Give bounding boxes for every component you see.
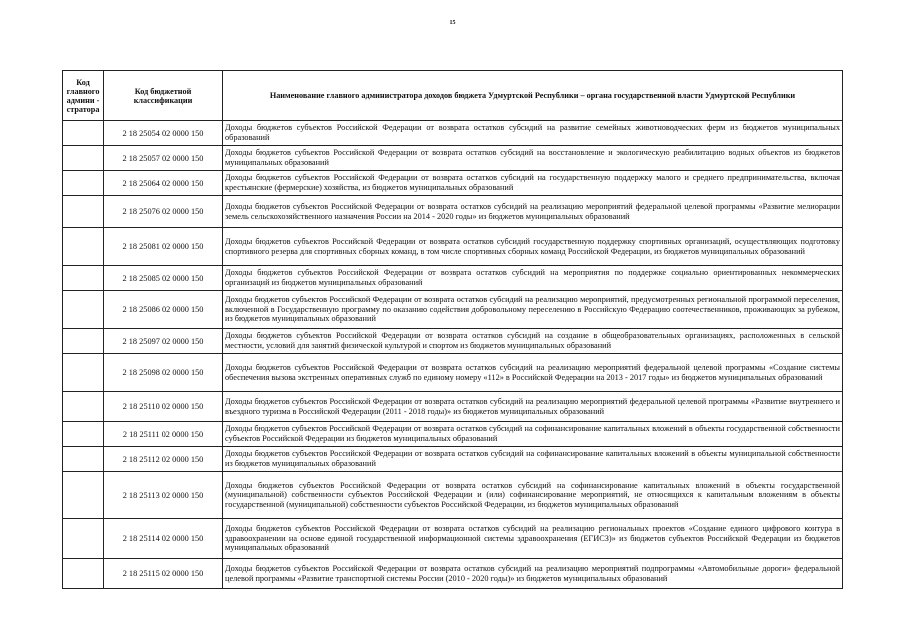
admin-code-cell	[63, 228, 104, 266]
budget-code-cell: 2 18 25085 02 0000 150	[104, 266, 223, 291]
budget-code-cell: 2 18 25110 02 0000 150	[104, 392, 223, 422]
description-cell: Доходы бюджетов субъектов Российской Федерации от возврата остатков субсидий на реализацию мероприятий федеральной целевой программы «Развитие внутреннего и въездного туризма в Российской Федерации (2011 - 2018 годы)» из бюджетов муниципальных образований	[223, 392, 843, 422]
table-row	[63, 291, 843, 329]
header-admin-code: Код главного админи - стратора	[63, 71, 104, 121]
budget-code-cell: 2 18 25098 02 0000 150	[104, 354, 223, 392]
budget-code-cell: 2 18 25086 02 0000 150	[104, 291, 223, 329]
admin-code-cell	[63, 329, 104, 354]
header-administrator-name: Наименование главного администратора доходов бюджета Удмуртской Республики – органа государственной власти Удмуртской Республики	[223, 71, 843, 121]
budget-code-cell: 2 18 25057 02 0000 150	[104, 146, 223, 171]
table-row	[63, 472, 843, 519]
admin-code-cell	[63, 519, 104, 559]
header-budget-code: Код бюджетной классификации	[104, 71, 223, 121]
table-row	[63, 422, 843, 447]
table-row	[63, 354, 843, 392]
description-cell: Доходы бюджетов субъектов Российской Федерации от возврата остатков субсидий на реализацию региональных проектов «Создание единого цифрового контура в здравоохранении на основе единой государственной информационной системы здравоохранения (ЕГИСЗ)» из бюджетов субъектов Российской Федерации из бюджетов муниципальных образований	[223, 519, 843, 559]
admin-code-cell	[63, 392, 104, 422]
description-cell: Доходы бюджетов субъектов Российской Федерации от возврата остатков субсидий на создание в общеобразовательных организациях, расположенных в сельской местности, условий для занятий физической культурой и спортом из бюджетов муниципальных образований	[223, 329, 843, 354]
description-cell: Доходы бюджетов субъектов Российской Федерации от возврата остатков субсидий на реализацию мероприятий, предусмотренных региональной программой переселения, включенной в Государственную программу по оказанию содействия добровольному переселению в Российскую Федерацию соотечественников, проживающих за рубежом, из бюджетов муниципальных образований	[223, 291, 843, 329]
table-row	[63, 559, 843, 589]
description-cell: Доходы бюджетов субъектов Российской Федерации от возврата остатков субсидий на реализацию мероприятий федеральной целевой программы «Развитие мелиорации земель сельскохозяйственного назначения России на 2014 - 2020 годы» из бюджетов муниципальных образований	[223, 196, 843, 228]
description-cell: Доходы бюджетов субъектов Российской Федерации от возврата остатков субсидий на реализацию мероприятий федеральной целевой программы «Создание системы обеспечения вызова экстренных оперативных служб по единому номеру «112» в Российской Федерации на 2013 - 2017 годы» из бюджетов муниципальных образований	[223, 354, 843, 392]
admin-code-cell	[63, 559, 104, 589]
table-row	[63, 519, 843, 559]
admin-code-cell	[63, 291, 104, 329]
admin-code-cell	[63, 447, 104, 472]
budget-code-cell: 2 18 25064 02 0000 150	[104, 171, 223, 196]
description-cell: Доходы бюджетов субъектов Российской Федерации от возврата остатков субсидий на софинансирование капитальных вложений в объекты муниципальной собственности из бюджетов муниципальных образований	[223, 447, 843, 472]
budget-code-cell: 2 18 25076 02 0000 150	[104, 196, 223, 228]
admin-code-cell	[63, 354, 104, 392]
revenue-classification-table	[62, 70, 843, 589]
table-row	[63, 228, 843, 266]
description-cell: Доходы бюджетов субъектов Российской Федерации от возврата остатков субсидий на мероприятия по поддержке социально ориентированных некоммерческих организаций из бюджетов муниципальных образований	[223, 266, 843, 291]
table-header-row	[63, 71, 843, 121]
budget-code-cell: 2 18 25097 02 0000 150	[104, 329, 223, 354]
admin-code-cell	[63, 472, 104, 519]
budget-code-cell: 2 18 25054 02 0000 150	[104, 121, 223, 146]
admin-code-cell	[63, 121, 104, 146]
description-cell: Доходы бюджетов субъектов Российской Федерации от возврата остатков субсидий на восстановление и экологическую реабилитацию водных объектов из бюджетов муниципальных образований	[223, 146, 843, 171]
description-cell: Доходы бюджетов субъектов Российской Федерации от возврата остатков субсидий на государственную поддержку малого и среднего предпринимательства, включая крестьянские (фермерские) хозяйства, из бюджетов муниципальных образований	[223, 171, 843, 196]
description-cell: Доходы бюджетов субъектов Российской Федерации от возврата остатков субсидий на развитие семейных животноводческих ферм из бюджетов муниципальных образований	[223, 121, 843, 146]
table-row	[63, 121, 843, 146]
description-cell: Доходы бюджетов субъектов Российской Федерации от возврата остатков субсидий на софинансирование капитальных вложений в объекты государственной собственности субъектов Российской Федерации из бюджетов муниципальных образований	[223, 422, 843, 447]
budget-code-cell: 2 18 25111 02 0000 150	[104, 422, 223, 447]
admin-code-cell	[63, 422, 104, 447]
admin-code-cell	[63, 146, 104, 171]
table-row	[63, 392, 843, 422]
table-row	[63, 196, 843, 228]
description-cell: Доходы бюджетов субъектов Российской Федерации от возврата остатков субсидий на реализацию мероприятий подпрограммы «Автомобильные дороги» федеральной целевой программы «Развитие транспортной системы России (2010 - 2020 годы)» из бюджетов муниципальных образований	[223, 559, 843, 589]
table-row	[63, 447, 843, 472]
budget-code-cell: 2 18 25112 02 0000 150	[104, 447, 223, 472]
budget-code-cell: 2 18 25114 02 0000 150	[104, 519, 223, 559]
budget-code-cell: 2 18 25113 02 0000 150	[104, 472, 223, 519]
table-row	[63, 171, 843, 196]
page-number: 15	[449, 20, 456, 26]
table-row	[63, 329, 843, 354]
budget-code-cell: 2 18 25115 02 0000 150	[104, 559, 223, 589]
admin-code-cell	[63, 196, 104, 228]
description-cell: Доходы бюджетов субъектов Российской Федерации от возврата остатков субсидий на софинансирование капитальных вложений в объекты государственной (муниципальной) собственности субъектов Российской Федерации и (или) софинансирование мероприятий, не относящихся к капитальным вложениям в объекты государственной (муниципальной) собственности субъектов Российской Федерации, из бюджетов муниципальных образований	[223, 472, 843, 519]
description-cell: Доходы бюджетов субъектов Российской Федерации от возврата остатков субсидий государственную поддержку спортивных организаций, осуществляющих подготовку спортивного резерва для спортивных сборных команд, в том числе спортивных сборных команд Российской Федерации, из бюджетов муниципальных образований	[223, 228, 843, 266]
table-row	[63, 146, 843, 171]
admin-code-cell	[63, 171, 104, 196]
table-row	[63, 266, 843, 291]
admin-code-cell	[63, 266, 104, 291]
budget-code-cell: 2 18 25081 02 0000 150	[104, 228, 223, 266]
